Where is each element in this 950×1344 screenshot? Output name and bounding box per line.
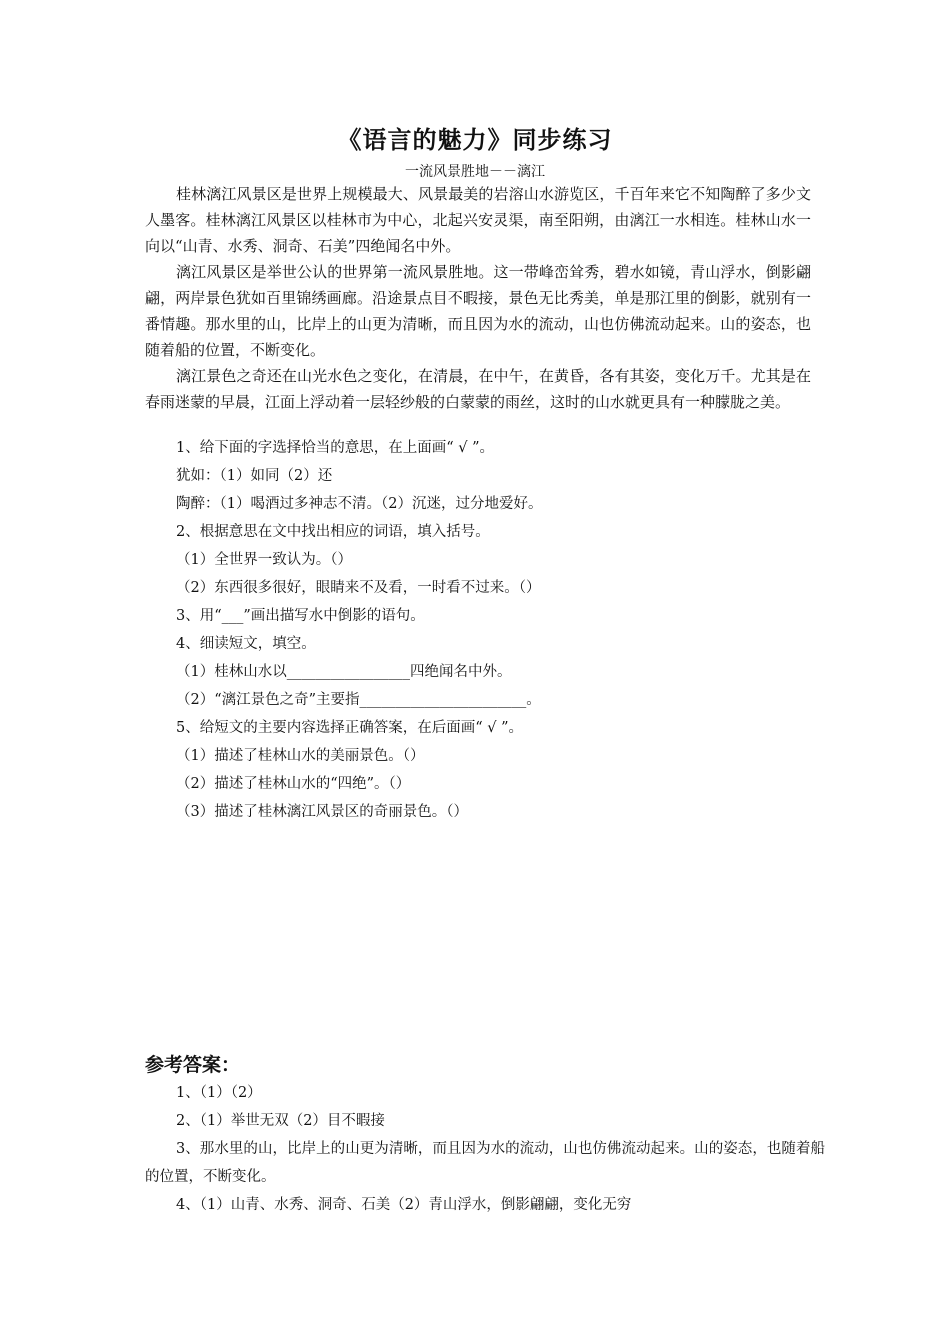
page-title: 《语言的魅力》同步练习 [337,125,613,154]
question-line: （2）“漓江景色之奇”主要指_______________________。 [176,692,541,708]
page-subtitle: 一流风景胜地－－漓江 [405,164,545,180]
question-line: 1、给下面的字选择恰当的意思，在上面画“ √ ”。 [176,440,495,456]
answers [145,1079,825,1219]
question-line: 4、细读短文，填空。 [176,636,316,652]
passage-paragraph: 漓江景色之奇还在山光水色之变化，在清晨，在中午，在黄昏，各有其姿，变化万千。尤其是在春雨迷蒙的早晨，江面上浮动着一层轻纱般的白蒙蒙的雨丝，这时的山水就更具有一种朦胧之美。 [145,367,811,411]
question-line: 犹如：（1）如同（2）还 [176,468,333,484]
question-line: 2、根据意思在文中找出相应的词语，填入括号。 [176,524,490,540]
question-line: 5、给短文的主要内容选择正确答案，在后面画“ √ ”。 [176,720,524,736]
question-line: （1）描述了桂林山水的美丽景色。（） [176,748,425,764]
passage-paragraph: 漓江风景区是举世公认的世界第一流风景胜地。这一带峰峦耸秀，碧水如镜，青山浮水，倒影翩翩，两岸景色犹如百里锦绣画廊。沿途景点目不暇接，景色无比秀美，单是那江里的倒影，就别有一番情趣。那水里的山，比岸上的山更为清晰，而且因为水的流动，山也仿佛流动起来。山的姿态，也随着船的位置，不断变化。 [145,263,811,359]
answer-line: 4、（1）山青、水秀、洞奇、石美（2）青山浮水，倒影翩翩，变化无穷 [176,1197,632,1213]
question-line: （1）全世界一致认为。（） [176,552,352,568]
passage-paragraph: 桂林漓江风景区是世界上规模最大、风景最美的岩溶山水游览区，千百年来它不知陶醉了多少文人墨客。桂林漓江风景区以桂林市为中心，北起兴安灵渠，南至阳朔，由漓江一水相连。桂林山水一向以“山青、水秀、洞奇、石美”四绝闻名中外。 [145,185,811,255]
questions [145,434,811,826]
question-line: 3、用“___”画出描写水中倒影的语句。 [176,608,425,624]
question-line: （2）东西很多很好，眼睛来不及看，一时看不过来。（） [176,580,541,596]
answer-line: 1、（1）（2） [176,1085,262,1101]
question-line: （1）桂林山水以_________________四绝闻名中外。 [176,664,512,680]
answers-heading: 参考答案： [145,1054,241,1076]
passage [145,181,811,415]
question-line: （3）描述了桂林漓江风景区的奇丽景色。（） [176,804,468,820]
question-line: 陶醉：（1）喝酒过多神志不清。（2）沉迷，过分地爱好。 [176,496,543,512]
answer-line: 3、那水里的山，比岸上的山更为清晰，而且因为水的流动，山也仿佛流动起来。山的姿态，也随着船的位置，不断变化。 [145,1141,825,1185]
answer-line: 2、（1）举世无双（2）目不暇接 [176,1113,385,1129]
question-line: （2）描述了桂林山水的“四绝”。（） [176,776,411,792]
